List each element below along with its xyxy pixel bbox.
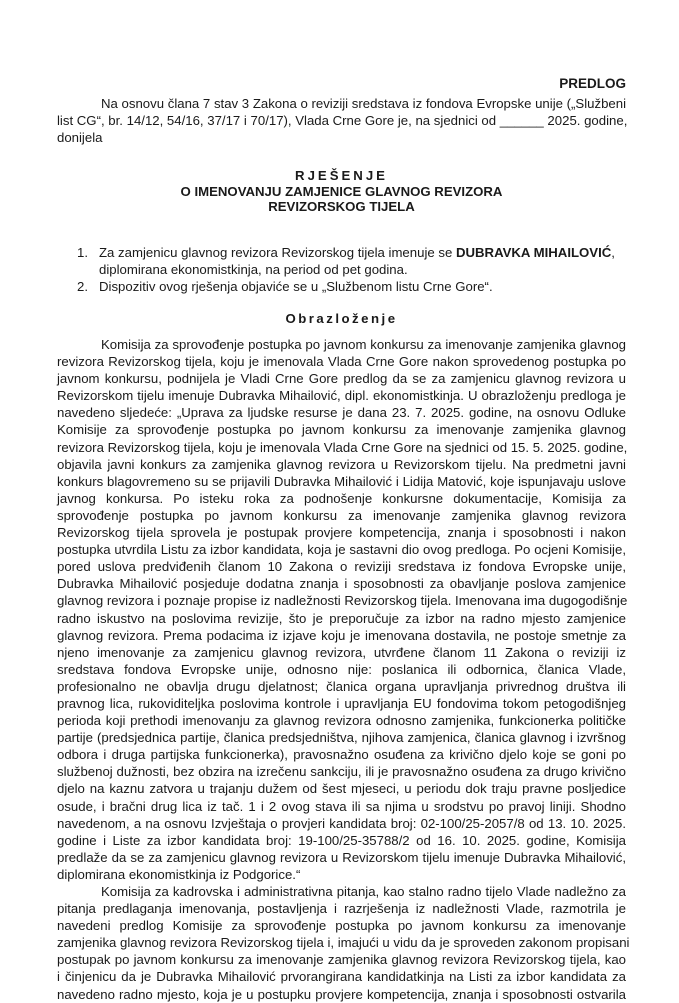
text-line: godine i Liste za izbor kandidata broj: 19-100/25-35788/2 od 16. 10. 2025. godine, Komisija — [57, 832, 626, 848]
text-line: konkurs blagovremeno su se prijavili Dubravka Mihailović i Lidija Matović, koje ispunjavaju uslove — [57, 473, 626, 489]
text-line: partije (predsjednica partije, članica predsjedništva, njihova zamjenica, članica glavnog i izvršnog — [57, 730, 626, 746]
text-line: diplomirana ekonomistkinja iz Podgorice.“ — [57, 866, 301, 882]
decision-items — [77, 244, 626, 295]
text-line: navedeno sljedeće: „Uprava za ljudske resurse je dana 23. 7. 2025. godine, na osnovu Odluke — [57, 405, 626, 421]
item-number: 2. — [77, 279, 88, 295]
text-line: navedenom, a na osnovu Izvještaja o provjeri kandidata broj: 02-100/25-2057/8 od 13. 10. 2025. — [57, 815, 626, 831]
text-line: Komisija za sprovođenje postupka po javnom konkursu za imenovanje zamjenika glavnog — [101, 337, 626, 352]
text-line: objavila javni konkurs za zamjenika glavnog revizora u Revizorskom tijelu. Na predmetni javni — [57, 456, 626, 472]
decision-title — [57, 168, 626, 215]
appointee-name: DUBRAVKA MIHAILOVIĆ — [455, 245, 612, 260]
text-line: Revizorskom tijelu imenuje Dubravka Mihailović, dipl. ekonomistkinja. U obrazloženju predloga je — [57, 388, 626, 404]
text-line: sredstava fondova Evropske unije, odnosno nije: poslanica ili odbornica, članica Vlade, — [57, 661, 626, 677]
text-line: postupka utvrdila Listu za izbor kandidata, koja je sastavni dio ovog predloga. Po ocjeni Komisije, — [57, 542, 626, 558]
text-line: Komisije za sprovođenje postupka po javnom konkursu za imenovanje zamjenika glavnog — [57, 422, 626, 438]
text-line: radno iskustvo na poslovima revizije, što je preporučuje za izbor na radno mjesto zamjenice — [57, 610, 626, 626]
text-line: Dubravka Mihailović posjeduje dodatna znanja i sposobnosti za obavljanje poslova zamjenice — [57, 576, 626, 592]
item-number: 1. — [77, 245, 88, 260]
text-line: javnom konkursu, podnijela je Vladi Crne Gore predlog da se za zamjenicu glavnog revizora u — [57, 371, 626, 387]
text-line: revizora Revizorskog tijela, koju je imenovala Vlada Crne Gore nakon sprovedenog postupka po — [57, 354, 626, 370]
preamble — [57, 95, 626, 146]
text-line: službenoj dužnosti, bez obzira na izrečenu sankciju, ili je pravosnažno osuđena za drugo krivično — [57, 764, 626, 780]
text-line: predlaže da se za zamjenicu glavnog revizora u Revizorskom tijelu imenuje Dubravka Mihailović, — [57, 849, 626, 865]
text-line: postupak po javnom konkursu za imenovanje zamjenika glavnog revizora Revizorskog tijela, kao — [57, 952, 626, 968]
reasoning-heading: Obrazloženje — [285, 311, 398, 326]
text-line: glavnog revizora i poznaje propise iz nadležnosti Revizorskog tijela. Imenovana ima dugogodišnje — [57, 593, 628, 609]
text-line: Komisija za kadrovska i administrativna pitanja, kao stalno radno tijelo Vlade nadležno za — [101, 884, 626, 899]
title-line-1: RJEŠENJE — [295, 168, 388, 183]
text-line: javnog konkursa. Po isteku roka za podnošenje konkursne dokumentacije, Komisija za — [57, 490, 626, 506]
title-line-2: O IMENOVANJU ZAMJENICE GLAVNOG REVIZORA — [180, 183, 503, 199]
text-line: pored uslova predviđenih članom 10 Zakona o reviziji sredstava iz fondova Evropske unije, — [57, 559, 626, 575]
text-line: djelo na kaznu zatvora u trajanju dužem od šest mjeseci, u periodu dok traju pravne posljedice — [57, 781, 626, 797]
reasoning-heading-wrap — [57, 310, 626, 327]
title-line-3: REVIZORSKOG TIJELA — [268, 199, 415, 214]
text-line: perioda koji prethodi imenovanju za glavnog revizora odnosno zamjenika, funkcionerka političke — [57, 713, 626, 729]
list-item-continuation — [77, 261, 626, 278]
text-line: pitanja predlaganja imenovanja, postavljenja i razrješenja iz nadležnosti Vlade, razmotrila je — [57, 901, 626, 917]
preamble-line: donijela — [57, 130, 103, 146]
preamble-line: Na osnovu člana 7 stav 3 Zakona o reviziji sredstava iz fondova Evropske unije („Službeni — [101, 96, 626, 111]
text-line: zamjenika glavnog revizora Revizorskog tijela i, imajući u vidu da je sproveden zakonom propisani — [57, 935, 630, 951]
preamble-line: list CG“, br. 14/12, 54/16, 37/17 i 70/17), Vlada Crne Gore je, na sjednici od ______ 2025. godine, — [57, 113, 628, 129]
reasoning-paragraph-2 — [57, 883, 630, 1003]
text-line: osude, i bračni drug lica iz tač. 1 i 2 ovog stava ili sa njima u srodstvu po pravoj liniji. Shodno — [57, 798, 626, 814]
text-line: i činjenicu da je Dubravka Mihailović prvorangirana kandidatkinja na Listi za izbor kandidata za — [57, 969, 626, 985]
text-line: pravnog lica, rukoviditeljka poslovima kontrole i upravljanja EU fondovima tokom petogodišnjeg — [57, 695, 626, 711]
document-status-label: PREDLOG — [559, 76, 626, 91]
text-line: navedeno radno mjesto, koja je u postupku provjere kompetencija, znanja i sposobnosti ostvarila — [57, 986, 626, 1002]
reasoning-paragraph-1 — [57, 336, 626, 883]
text-line: revizora Revizorskog tijela, koju je imenovala Vlada Crne Gore na sjednici od 15. 5. 2025. godine, — [57, 439, 628, 455]
item-text: Dispozitiv ovog rješenja objaviće se u „Službenom listu Crne Gore“. — [99, 279, 493, 295]
list-item — [77, 244, 626, 261]
text-line: odbora i druga partijska funkcionerka), pravosnažno osuđena za krivično djelo koje se goni po — [57, 747, 626, 763]
item-text: Za zamjenicu glavnog revizora Revizorskog tijela imenuje se — [99, 245, 456, 260]
item-text-end: , — [611, 245, 615, 260]
list-item — [77, 278, 626, 295]
text-line: Revizorskog tijela sprovela je postupak provjere kompetencija, znanja i sposobnosti i nakon — [57, 525, 626, 541]
text-line: njeno imenovanje za zamjenicu glavnog revizora, utvrđene članom 11 Zakona o reviziji iz — [57, 644, 626, 660]
text-line: glavnog revizora. Prema podacima iz izjave koju je imenovana dostavila, ne postoje smetnje za — [57, 627, 626, 643]
text-line: profesionalno ne obavlja drugu djelatnost; članica organa upravljanja privrednog društva ili — [57, 678, 626, 694]
text-line: navedeni predlog Komisije za sprovođenje postupka po javnom konkursu za imenovanje — [57, 918, 626, 934]
text-line: sprovođenje postupka po javnom konkursu za imenovanje zamjenika glavnog revizora — [57, 507, 626, 523]
item-text: diplomirana ekonomistkinja, na period od pet godina. — [99, 262, 408, 278]
